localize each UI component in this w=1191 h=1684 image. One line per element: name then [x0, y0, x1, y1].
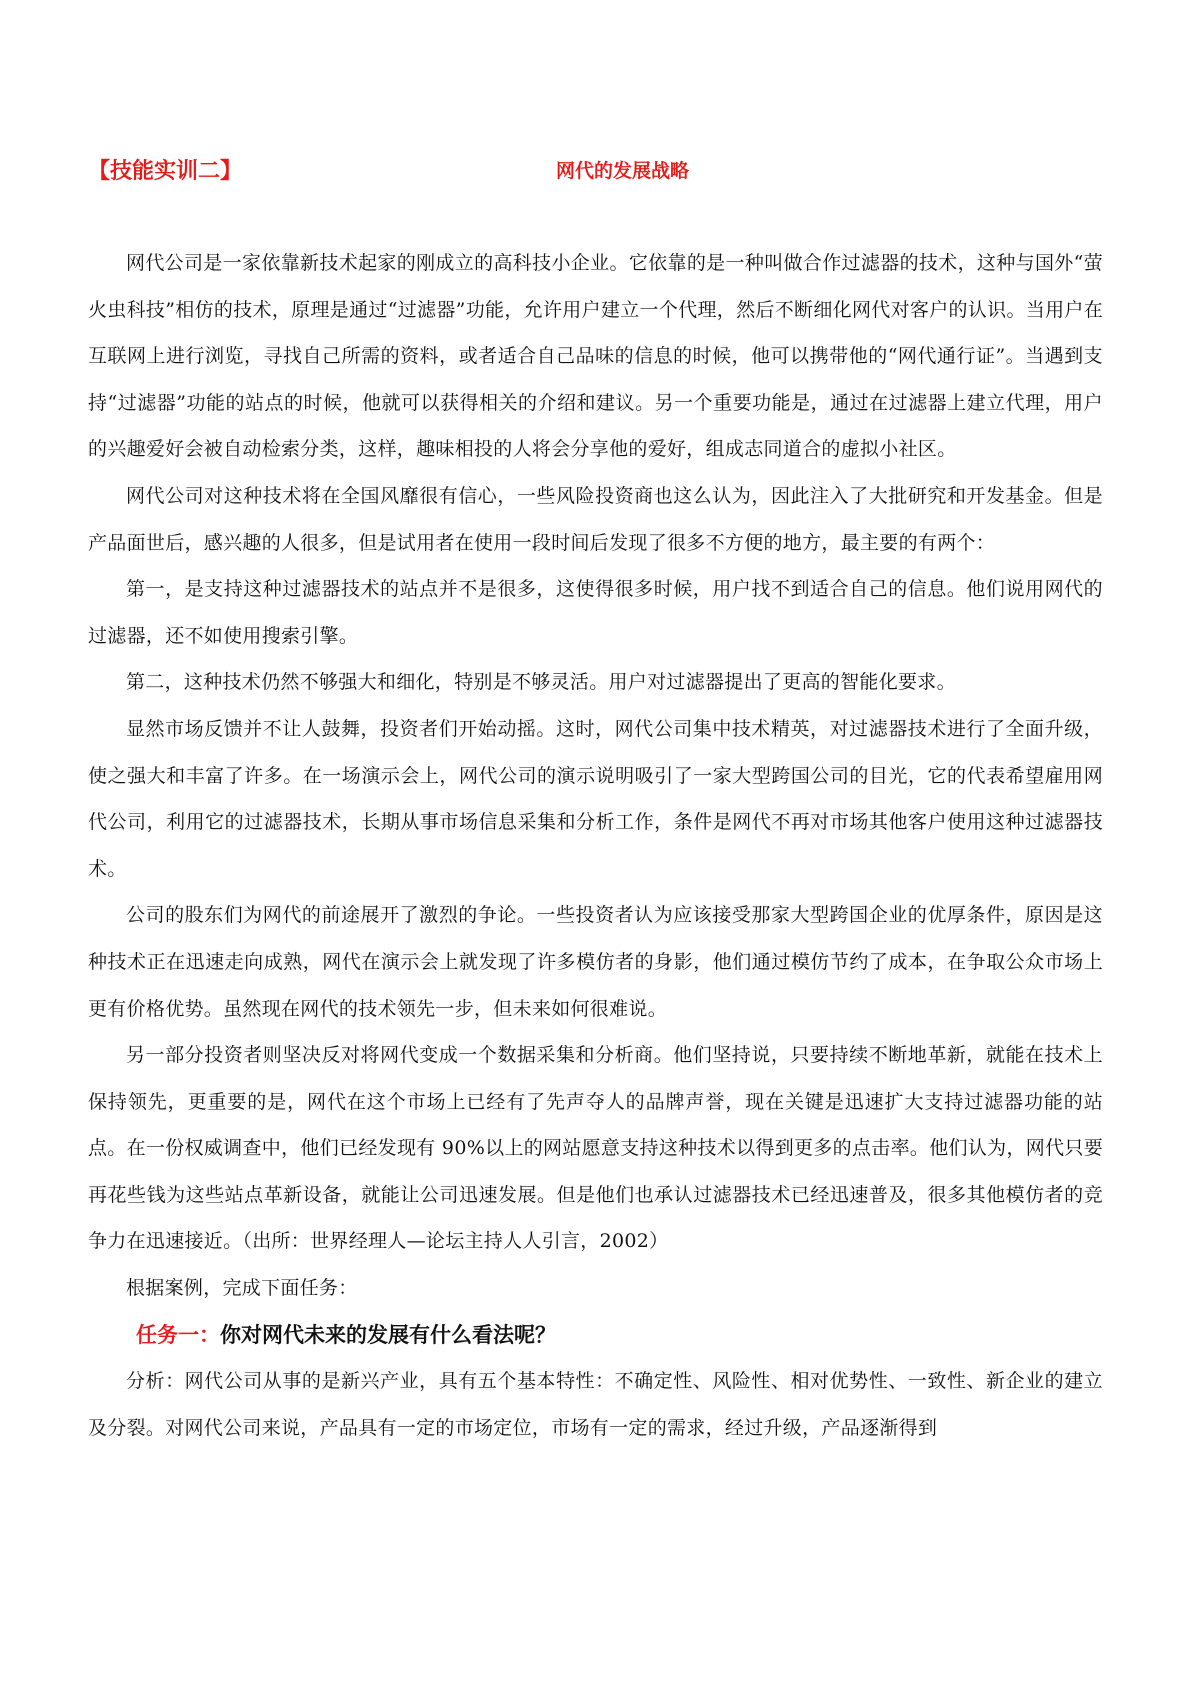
paragraph-problem-one: 第一，是支持这种过滤器技术的站点并不是很多，这使得很多时候，用户找不到适合自己的信息。他们说用网代的过滤器，还不如使用搜索引擎。: [88, 578, 1103, 647]
paragraph-investment: 网代公司对这种技术将在全国风靡很有信心，一些风险投资商也这么认为，因此注入了大批研究和开发基金。但是产品面世后，感兴趣的人很多，但是试用者在使用一段时间后发现了很多不方便的地方，最主要的有两个：: [88, 484, 1103, 554]
paragraph-analysis: 分析：网代公司从事的是新兴产业，具有五个基本特性：不确定性、风险性、相对优势性、一致性、新企业的建立及分裂。对网代公司来说，产品具有一定的市场定位，市场有一定的需求，经过升级，产品逐渐得到: [88, 1370, 1103, 1439]
paragraph-debate: 公司的股东们为网代的前途展开了激烈的争论。一些投资者认为应该接受那家大型跨国企业的优厚条件，原因是这种技术正在迅速走向成熟，网代在演示会上就发现了许多模仿者的身影，他们通过模仿节约了成本，在争取公众市场上更有价格优势。虽然现在网代的技术领先一步，但未来如何很难说。: [88, 904, 1103, 1020]
task-heading: [88, 1312, 1103, 1359]
paragraph-instruction: 根据案例，完成下面任务：: [126, 1277, 358, 1300]
paragraph-problem-two: 第二，这种技术仍然不够强大和细化，特别是不够灵活。用户对过滤器提出了更高的智能化要求。: [126, 671, 956, 694]
task-label: 任务一：: [136, 1322, 220, 1347]
paragraph-intro: 网代公司是一家依靠新技术起家的刚成立的高科技小企业。它依靠的是一种叫做合作过滤器的技术，这种与国外“萤火虫科技”相仿的技术，原理是通过“过滤器”功能，允许用户建立一个代理，然后不断细化网代对客户的认识。当用户在互联网上进行浏览，寻找自己所需的资料，或者适合自己品味的信息的时候，他可以携带他的“网代通行证”。当遇到支持“过滤器”功能的站点的时候，他就可以获得相关的介绍和建议。另一个重要功能是，通过在过滤器上建立代理，用户的兴趣爱好会被自动检索分类，这样，趣味相投的人将会分享他的爱好，组成志同道合的虚拟小社区。: [88, 252, 1103, 461]
paragraph-opposition: 另一部分投资者则坚决反对将网代变成一个数据采集和分析商。他们坚持说，只要持续不断地革新，就能在技术上保持领先，更重要的是，网代在这个市场上已经有了先声夺人的品牌声誉，现在关键是迅速扩大支持过滤器功能的站点。在一份权威调查中，他们已经发现有 90%以上的网站愿意支持这种技术以得到更多的点击率。他们认为，网代只要再花些钱为这些站点革新设备，就能让公司迅速发展。但是他们也承认过滤器技术已经迅速普及，很多其他模仿者的竞争力在迅速接近。（出所：世界经理人—论坛主持人人引言，2002）: [88, 1044, 1103, 1253]
task-question: 你对网代未来的发展有什么看法呢？: [220, 1322, 556, 1347]
document-body: [88, 240, 1103, 1451]
document-title: 网代的发展战略: [556, 160, 690, 182]
paragraph-upgrade: 显然市场反馈并不让人鼓舞，投资者们开始动摇。这时，网代公司集中技术精英，对过滤器技术进行了全面升级，使之强大和丰富了许多。在一场演示会上，网代公司的演示说明吸引了一家大型跨国公司的目光，它的代表希望雇用网代公司，利用它的过滤器技术，长期从事市场信息采集和分析工作，条件是网代不再对市场其他客户使用这种过滤器技术。: [88, 717, 1103, 880]
document-header: [88, 154, 1103, 188]
section-label: 【技能实训二】: [88, 159, 243, 184]
